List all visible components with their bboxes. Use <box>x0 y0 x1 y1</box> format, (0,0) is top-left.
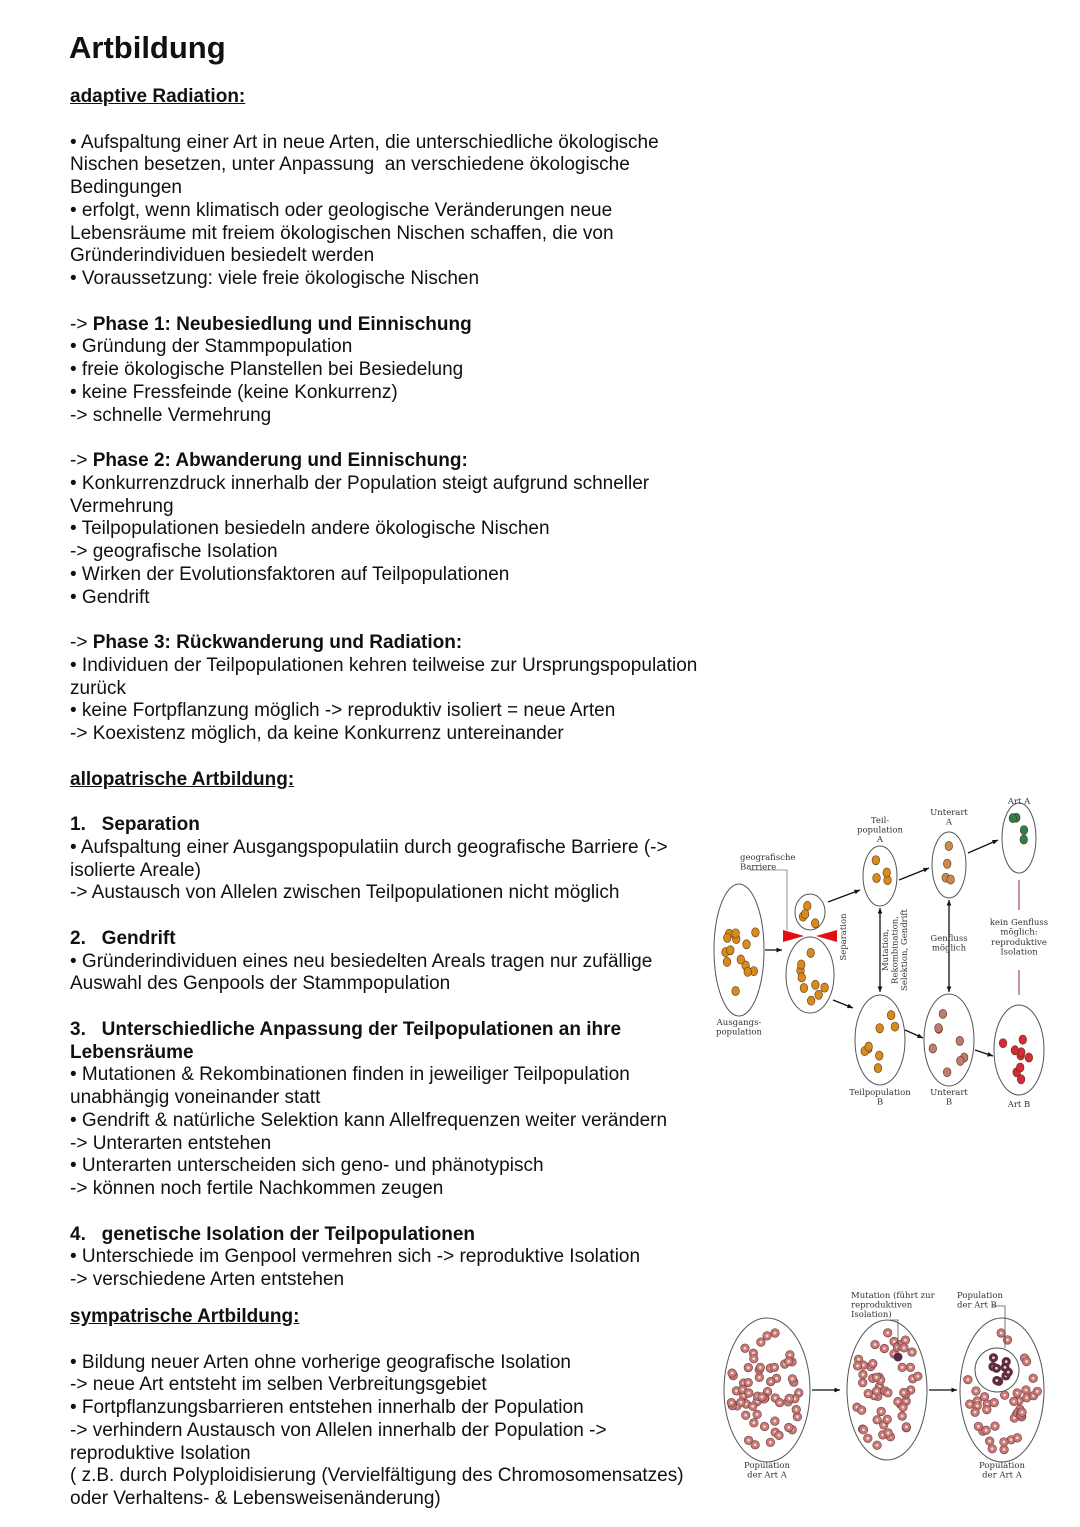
flower-center <box>1013 1417 1016 1420</box>
flower-center <box>1004 1366 1007 1369</box>
text-line-text: • Gendrift & natürliche Selektion kann Allelfrequenzen weiter verändern <box>70 1109 668 1131</box>
flower-center <box>796 1415 799 1418</box>
arrow-head <box>834 1388 840 1393</box>
flower-center <box>995 1367 998 1370</box>
flower-center <box>773 1420 776 1423</box>
beetle <box>812 980 820 989</box>
label-mutation: Selektion, Gendrift <box>900 909 910 991</box>
flower-center <box>909 1389 912 1392</box>
label-kein-genfluss: möglich: <box>1000 927 1038 938</box>
text-line-text: • keine Fortpflanzung möglich -> reproduktiv isoliert = neue Arten <box>70 700 616 722</box>
beetle <box>875 1051 883 1060</box>
beetle <box>803 901 811 910</box>
phase-heading-text: Phase 1: Neubesiedlung und Einnischung <box>92 313 472 335</box>
flower-center <box>774 1397 777 1400</box>
text-line-text: Vermehrung <box>70 495 174 517</box>
beetle <box>724 933 732 942</box>
flower-center <box>975 1390 978 1393</box>
flower-center <box>789 1353 792 1356</box>
flower-center <box>763 1425 766 1428</box>
beetle <box>929 1044 937 1053</box>
beetle <box>876 1024 884 1033</box>
label-population-art-b: der Art B <box>957 1300 997 1311</box>
flower-center <box>882 1423 885 1426</box>
flower-center <box>988 1440 991 1443</box>
flower-center <box>874 1343 877 1346</box>
text-line-text: Bedingungen <box>70 177 182 198</box>
flower-center <box>766 1390 769 1393</box>
beetle <box>800 983 808 992</box>
flower-center <box>911 1351 914 1354</box>
beetle <box>939 1009 947 1018</box>
flower-center <box>876 1418 879 1421</box>
flower-center <box>778 1434 781 1437</box>
flower-center <box>983 1395 986 1398</box>
text-line-text: isolierte Areale) <box>70 859 201 881</box>
flower-center <box>1025 1360 1028 1363</box>
arrow-head <box>847 1004 853 1008</box>
beetle <box>883 868 891 877</box>
text-line-text: • Aufspaltung einer Ausgangspopulatiin durch geografische Barriere (-> <box>70 836 668 858</box>
label-teilpopulation-a: Teil- <box>870 816 890 826</box>
text-line-text: ( z.B. durch Polyploidisierung (Vervielfältigung des Chromosomensatzes) <box>70 1465 684 1487</box>
text-line-text: • Gendrift <box>70 586 150 608</box>
beetle <box>801 910 809 919</box>
section-heading-sympatric-text: sympatrische Artbildung: <box>70 1306 300 1327</box>
flower-center <box>744 1347 747 1350</box>
text-line-text: Auswahl des Genpools der Stammpopulation <box>70 973 451 995</box>
label-geografische-barriere: Barriere <box>740 862 777 873</box>
label-unterart-a: Unterart <box>930 808 968 818</box>
text-line-text: • Wirken der Evolutionsfaktoren auf Teilpopulationen <box>70 563 510 585</box>
flower-center <box>985 1429 988 1432</box>
text-line-text: -> Koexistenz möglich, da keine Konkurrenz untereinander <box>70 723 564 744</box>
flower-center <box>773 1366 776 1369</box>
label-population-art-a: Population <box>744 1461 790 1471</box>
arrow-head <box>923 868 929 872</box>
flower-center <box>857 1358 860 1361</box>
step-heading-text: 2. Gendrift <box>70 927 176 949</box>
flower-center <box>741 1388 744 1391</box>
text-line-text: • keine Fressfeinde (keine Konkurrenz) <box>70 381 398 403</box>
phase-heading-text: Phase 2: Abwanderung und Einnischung: <box>92 450 468 471</box>
flower-center <box>867 1392 870 1395</box>
flower-center <box>1005 1360 1008 1363</box>
beetle <box>891 1022 899 1031</box>
label-teilpopulation-a: population <box>857 825 903 836</box>
separation-top <box>794 864 826 898</box>
text-line-text: • Konkurrenzdruck innerhalb der Population steigt aufgrund schneller <box>70 472 650 494</box>
beetle <box>956 1036 964 1045</box>
section-heading-adaptive-text: adaptive Radiation: <box>70 86 246 107</box>
flower-center <box>886 1331 889 1334</box>
page-title: Artbildung <box>69 30 226 65</box>
flower-center <box>856 1364 859 1367</box>
flower-center <box>994 1425 997 1428</box>
flower-center <box>731 1372 734 1375</box>
flower-center <box>735 1389 738 1392</box>
beetle <box>1009 814 1017 823</box>
flower-center <box>991 1447 994 1450</box>
flower-center <box>1025 1389 1028 1392</box>
flower-center <box>739 1401 742 1404</box>
flower-center <box>787 1426 790 1429</box>
beetle <box>1019 1035 1027 1044</box>
flower-center <box>905 1426 908 1429</box>
flower-center <box>793 1397 796 1400</box>
text-line-text: -> verschiedene Arten entstehen <box>70 1269 345 1290</box>
beetle <box>821 983 829 992</box>
label-mutation: Rekombination, <box>890 916 901 984</box>
flower-center <box>747 1439 750 1442</box>
flower-center <box>903 1346 906 1349</box>
beetle <box>737 955 745 964</box>
phase-heading-text: -> <box>70 313 93 335</box>
flower-center <box>992 1356 995 1359</box>
beetle <box>1020 826 1028 835</box>
label-art-b: Art B <box>1007 1100 1031 1110</box>
flower-center <box>747 1366 750 1369</box>
flower-center <box>747 1381 750 1384</box>
mutant-flower <box>894 1353 903 1362</box>
label-genfluss: möglich <box>931 943 967 954</box>
beetle <box>887 1011 895 1020</box>
flower-center <box>901 1415 904 1418</box>
flower-center <box>985 1408 988 1411</box>
flower-center <box>791 1377 794 1380</box>
label-teilpopulation-b: B <box>876 1097 884 1108</box>
flower-center <box>759 1366 762 1369</box>
flower-center <box>795 1408 798 1411</box>
label-teilpopulation-a: A <box>876 835 884 845</box>
flower-center <box>756 1413 759 1416</box>
flower-center <box>974 1411 977 1414</box>
flower-center <box>1036 1390 1039 1393</box>
ausgangspopulation <box>714 884 764 1016</box>
label-unterart-a: A <box>945 817 953 828</box>
flower-center <box>875 1376 878 1379</box>
flower-center <box>730 1401 733 1404</box>
flower-center <box>887 1432 890 1435</box>
flower-center <box>902 1391 905 1394</box>
text-line-text: Lebensräume mit freiem ökologischen Nischen schaffen, die von <box>70 222 614 244</box>
label-mutation: Mutation (führt zur <box>851 1291 935 1301</box>
text-line-text: • Voraussetzung: viele freie ökologische Nischen <box>70 268 480 289</box>
beetle <box>874 1064 882 1073</box>
flower-center <box>1010 1438 1013 1441</box>
flower-center <box>916 1375 919 1378</box>
flower-center <box>1025 1396 1028 1399</box>
flower-center <box>968 1403 971 1406</box>
flower-center <box>893 1340 896 1343</box>
flower-center <box>760 1341 763 1344</box>
text-line-text: -> können noch fertile Nachkommen zeugen <box>70 1178 444 1199</box>
flower-center <box>1006 1339 1009 1342</box>
beetle <box>1025 1053 1033 1062</box>
flower-center <box>1003 1448 1006 1451</box>
label-mutation: reproduktiven <box>851 1300 913 1311</box>
flower-center <box>862 1373 865 1376</box>
flower-center <box>871 1362 874 1365</box>
label-kein-genfluss: kein Genfluss <box>989 918 1049 928</box>
flower-center <box>976 1405 979 1408</box>
beetle <box>732 986 740 995</box>
text-line-text: • Gründung der Stammpopulation <box>70 336 353 358</box>
beetle <box>935 1024 943 1033</box>
art-a <box>1002 803 1036 873</box>
label-unterart-b: B <box>945 1097 953 1108</box>
phase-heading-text: -> <box>70 450 93 471</box>
beetle <box>1016 1063 1024 1072</box>
flower-center <box>744 1414 747 1417</box>
flower-center <box>1012 1400 1015 1403</box>
flower-center <box>966 1378 969 1381</box>
flower-center <box>861 1381 864 1384</box>
flower-center <box>880 1410 883 1413</box>
label-ausgangspopulation: Ausgangs- <box>716 1018 762 1028</box>
flower-center <box>761 1396 764 1399</box>
beetle <box>865 1042 873 1051</box>
label-genfluss: Genfluss <box>930 934 968 944</box>
flower-center <box>909 1366 912 1369</box>
text-line-text: -> verhindern Austausch von Allelen innerhalb der Population -> <box>70 1419 607 1441</box>
arrow-head <box>947 900 952 906</box>
text-line-text: -> geografische Isolation <box>70 541 278 562</box>
flower-center <box>1003 1394 1006 1397</box>
beetle <box>798 973 806 982</box>
text-line-text: unabhängig voneinander statt <box>70 1087 321 1108</box>
label-teilpopulation-b: Teilpopulation <box>849 1088 911 1098</box>
flower-center <box>902 1406 905 1409</box>
label-reproduktive-isolation: reproduktive <box>991 938 1047 948</box>
flower-center <box>752 1357 755 1360</box>
beetle <box>957 1056 965 1065</box>
text-line-text: • Teilpopulationen besiedeln andere ökologische Nischen <box>70 518 550 540</box>
flower-center <box>993 1401 996 1404</box>
flower-center <box>897 1400 900 1403</box>
flower-center <box>896 1346 899 1349</box>
text-line-text: zurück <box>70 677 126 699</box>
phase-heading-text: -> <box>70 632 93 653</box>
section-heading-allopatric-text: allopatrische Artbildung: <box>70 768 295 790</box>
flower-center <box>886 1418 889 1421</box>
label-reproduktive-isolation: Isolation <box>1000 947 1038 958</box>
text-line-text: Nischen besetzen, unter Anpassung an verschiedene ökologische <box>70 154 630 176</box>
flower-center <box>758 1376 761 1379</box>
flower-center <box>754 1443 757 1446</box>
flower-center <box>866 1437 869 1440</box>
flower-center <box>862 1428 865 1431</box>
flower-center <box>876 1444 879 1447</box>
beetle <box>945 841 953 850</box>
beetle <box>999 1039 1007 1048</box>
label-population-art-a-end: Population <box>979 1461 1025 1471</box>
flower-center <box>774 1332 777 1335</box>
flower-center <box>905 1400 908 1403</box>
label-geografische-barriere: geografische <box>740 853 796 863</box>
label-separation: Separation <box>839 913 849 961</box>
beetle <box>947 875 955 884</box>
beetle <box>752 928 760 937</box>
flower-center <box>1021 1411 1024 1414</box>
beetle <box>873 873 881 882</box>
text-line-text: • erfolgt, wenn klimatisch oder geologische Veränderungen neue <box>70 199 613 221</box>
text-line-text: • Bildung neuer Arten ohne vorherige geografische Isolation <box>70 1351 571 1373</box>
beetle <box>943 1068 951 1077</box>
flower-center <box>1016 1436 1019 1439</box>
label-population-art-b: Population <box>957 1291 1003 1301</box>
label-unterart-b: Unterart <box>930 1088 968 1098</box>
beetle <box>811 919 819 928</box>
text-line-text: reproduktive Isolation <box>70 1442 251 1464</box>
flower-center <box>904 1339 907 1342</box>
flower-center <box>797 1391 800 1394</box>
phase-heading-text: Phase 3: Rückwanderung und Radiation: <box>92 632 463 653</box>
flower-center <box>995 1379 998 1382</box>
label-ausgangspopulation: population <box>716 1027 762 1038</box>
step-heading-text: 3. Unterschiedliche Anpassung der Teilpopulationen an ihre <box>70 1018 622 1040</box>
arrow-head <box>947 986 952 992</box>
beetle <box>726 946 734 955</box>
flower-center <box>901 1366 904 1369</box>
arrow-head <box>854 890 860 894</box>
step-heading-text: Lebensräume <box>70 1041 194 1063</box>
flower-center <box>787 1360 790 1363</box>
label-mutation: Isolation) <box>851 1310 892 1320</box>
step-heading-text: 4. genetische Isolation der Teilpopulationen <box>70 1223 476 1245</box>
flower-center <box>751 1405 754 1408</box>
arrow-head <box>776 948 782 953</box>
flower-center <box>883 1347 886 1350</box>
beetle <box>815 990 823 999</box>
beetle <box>943 859 951 868</box>
text-line-text: • Unterarten unterscheiden sich geno- und phänotypisch <box>70 1155 544 1177</box>
beetle <box>723 957 731 966</box>
flower-center <box>775 1377 778 1380</box>
flower-center <box>1003 1441 1006 1444</box>
label-population-art-a-end: der Art A <box>982 1470 1022 1481</box>
flower-center <box>747 1392 750 1395</box>
text-line-text: Gründerindividuen besiedelt werden <box>70 245 375 267</box>
arrow-head <box>878 986 883 992</box>
text-line-text: -> neue Art entsteht im selben Verbreitungsgebiet <box>70 1374 487 1396</box>
label-mutation: Mutation, <box>881 928 891 972</box>
beetle <box>797 960 805 969</box>
label-population-art-a: der Art A <box>747 1470 787 1481</box>
beetle <box>872 856 880 865</box>
flower-center <box>1000 1332 1003 1335</box>
flower-center <box>778 1401 781 1404</box>
flower-center <box>875 1390 878 1393</box>
text-line-text: -> Unterarten entstehen <box>70 1132 272 1154</box>
beetle <box>743 940 751 949</box>
flower-center <box>860 1409 863 1412</box>
flower-center <box>977 1425 980 1428</box>
text-line-text: • freie ökologische Planstellen bei Besiedelung <box>70 359 464 380</box>
text-line-text: • Aufspaltung einer Art in neue Arten, die unterschiedliche ökologische <box>70 131 659 153</box>
flower-center <box>862 1364 865 1367</box>
flower-center <box>788 1397 791 1400</box>
text-line-text: oder Verhaltens- & Lebensweisenänderung) <box>70 1488 441 1509</box>
beetle <box>807 948 815 957</box>
flower-center <box>752 1421 755 1424</box>
flower-center <box>769 1441 772 1444</box>
arrow-head <box>878 908 883 914</box>
text-line-text: • Mutationen & Rekombinationen finden in jeweiliger Teilpopulation <box>70 1064 630 1086</box>
text-line-text: • Unterschiede im Genpool vermehren sich -> reproduktive Isolation <box>70 1246 641 1268</box>
beetle <box>1011 1046 1019 1055</box>
flower-center <box>887 1391 890 1394</box>
separation-top-area <box>795 894 825 930</box>
text-line-text: • Individuen der Teilpopulationen kehren teilweise zur Ursprungspopulation <box>70 654 698 676</box>
beetle <box>744 967 752 976</box>
flower-center <box>1032 1377 1035 1380</box>
beetle <box>807 996 815 1005</box>
label-art-a: Art A <box>1007 797 1031 807</box>
flower-center <box>769 1380 772 1383</box>
flower-center <box>766 1334 769 1337</box>
text-line-text: -> Austausch von Allelen zwischen Teilpopulationen nicht möglich <box>70 882 620 904</box>
beetle <box>1020 835 1028 844</box>
arrow-head <box>987 1052 993 1056</box>
text-line-text: • Gründerindividuen eines neu besiedelten Areals tragen nur zufällige <box>70 950 653 972</box>
flower-center <box>1016 1392 1019 1395</box>
art-b-pointer <box>992 1306 1005 1348</box>
text-line-text: • Fortpflanzungsbarrieren entstehen innerhalb der Population <box>70 1397 584 1418</box>
arrow-head <box>951 1388 957 1393</box>
beetle <box>732 929 740 938</box>
step-heading-text: 1. Separation <box>70 814 200 835</box>
text-line-text: -> schnelle Vermehrung <box>70 404 272 426</box>
